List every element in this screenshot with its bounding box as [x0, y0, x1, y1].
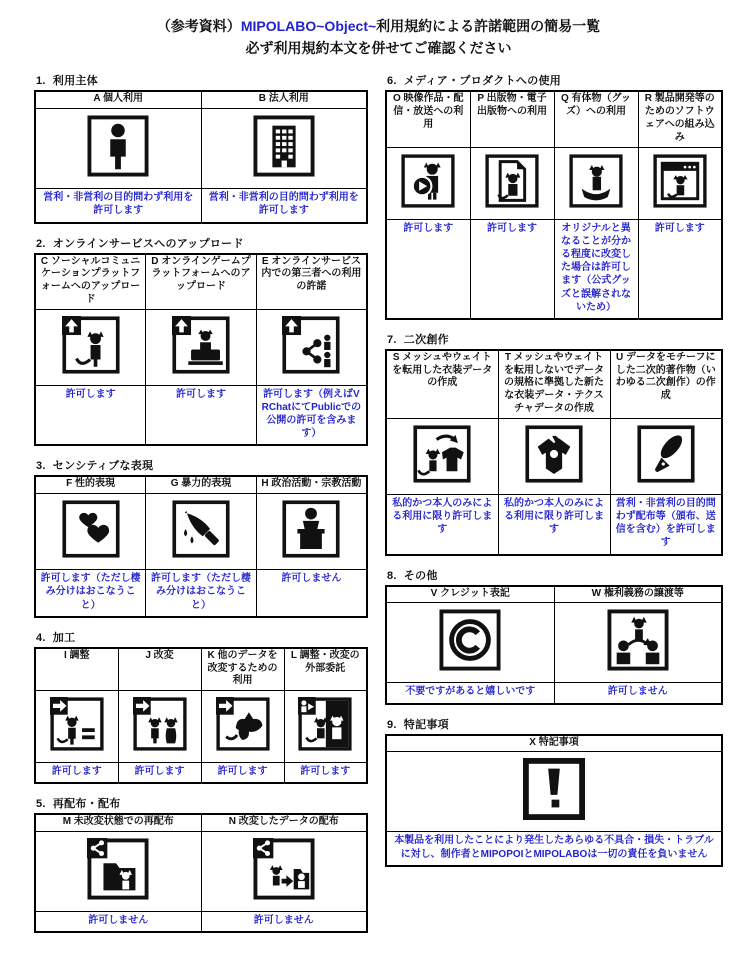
upload-game-icon [172, 316, 230, 374]
hearts-icon [62, 500, 120, 558]
section-title: センシティブな表現 [52, 460, 154, 473]
cell-result: 許可しません [35, 912, 201, 933]
building-icon [253, 115, 315, 177]
section-title: その他 [403, 569, 438, 582]
permission-table [34, 475, 368, 617]
cell-result: 許可します [386, 219, 470, 319]
share-modified-icon [253, 838, 315, 900]
section-5 [34, 795, 368, 933]
cell-result: オリジナルと異なることが分かる程度に改変した場合は許可します（公式グッズと誤解されないため） [554, 219, 638, 319]
icon-cell [256, 494, 367, 570]
icon-cell [256, 309, 367, 385]
upload-share-icon [282, 316, 340, 374]
section-number: 4. [36, 631, 46, 644]
section-number: 5. [36, 798, 46, 811]
cell-result: 許可します [470, 219, 554, 319]
icon-cell [498, 418, 610, 494]
section-number: 2. [36, 237, 46, 250]
cell-result: 私的かつ本人のみによる利用に限り許可します [498, 494, 610, 554]
icon-cell [386, 603, 554, 683]
cell-label: W 権利義務の譲渡等 [554, 586, 722, 603]
cell-result: 営利・非営利の目的問わず利用を許可します [201, 189, 367, 223]
cell-result: 不要ですがあると嬉しいです [386, 683, 554, 704]
permission-table [385, 585, 723, 705]
cell-label: D オンラインゲームプラットフォームへのアップロード [146, 254, 257, 310]
permission-table [34, 90, 368, 223]
title-line-2: 必ず利用規約本文を併せてご確認ください [245, 39, 512, 56]
section-heading [36, 72, 368, 88]
icon-cell [386, 147, 470, 219]
section-heading [36, 795, 368, 811]
icon-cell [284, 691, 367, 763]
right-column [385, 72, 723, 877]
cell-result: 本製品を利用したことにより発生したあらゆる不具合・損失・トラブルに対し、制作者とMIPOPOIとMIPOLABOは一切の責任を負いません [386, 832, 722, 866]
permission-table [34, 813, 368, 933]
cell-result: 許可します [35, 385, 146, 445]
cell-result: 許可します（ただし棲み分けはおこなうこと） [146, 570, 257, 617]
cell-result: 許可します（ただし棲み分けはおこなうこと） [35, 570, 146, 617]
section-8 [385, 567, 723, 705]
cell-label: E オンラインサービス内での第三者への利用の許諾 [256, 254, 367, 310]
icon-cell [35, 494, 146, 570]
cell-result: 許可します [118, 763, 201, 784]
cell-label: X 特記事項 [386, 735, 722, 752]
section-heading [387, 567, 723, 583]
icon-cell [118, 691, 201, 763]
section-6 [385, 72, 723, 320]
section-number: 9. [387, 718, 397, 731]
permission-table [385, 734, 723, 867]
section-2 [34, 235, 368, 447]
left-column [34, 72, 368, 944]
section-number: 1. [36, 75, 46, 88]
person-icon [87, 115, 149, 177]
icon-cell [554, 147, 638, 219]
modify-other-icon [216, 697, 270, 751]
video-cat-icon [401, 154, 455, 208]
section-heading [36, 457, 368, 473]
pen-icon [637, 425, 695, 483]
section-1 [34, 72, 368, 223]
icon-cell [610, 418, 722, 494]
icon-cell [201, 832, 367, 912]
cell-result: 許可します [201, 763, 284, 784]
icon-cell [638, 147, 722, 219]
section-9 [385, 716, 723, 867]
title-suffix: 利用規約による許諾範囲の簡易一覧 [376, 18, 601, 34]
cell-label: G 暴力的表現 [146, 476, 257, 493]
cell-label: U データをモチーフにした二次的著作物（いわゆる二次創作）の作成 [610, 350, 722, 418]
transfer-icon [607, 609, 669, 671]
section-heading [36, 235, 368, 251]
adjust-equal-icon [50, 697, 104, 751]
cell-result: 営利・非営利の目的問わず配布等（頒布、送信を含む）を許可します [610, 494, 722, 554]
section-number: 3. [36, 460, 46, 473]
icon-cell [146, 494, 257, 570]
section-number: 8. [387, 569, 397, 582]
cell-label: C ソーシャルコミュニケーションプラットフォームへのアップロード [35, 254, 146, 310]
goods-figure-icon [569, 154, 623, 208]
cell-label: T メッシュやウェイトを転用しないでデータの規格に準拠した新たな衣装データ・テクスチャデータの作成 [498, 350, 610, 418]
page-title [34, 16, 723, 59]
cell-label: L 調整・改変の外部委託 [284, 648, 367, 691]
knife-icon [172, 500, 230, 558]
cell-result: 許可しません [256, 570, 367, 617]
cell-label: R 製品開発等のためのソフトウェアへの組み込み [638, 91, 722, 147]
cell-label: B 法人利用 [201, 91, 367, 108]
section-3 [34, 457, 368, 617]
cell-result: 許可します [284, 763, 367, 784]
cell-result: 私的かつ本人のみによる利用に限り許可します [386, 494, 498, 554]
section-4 [34, 629, 368, 785]
icon-cell [470, 147, 554, 219]
section-number: 7. [387, 333, 397, 346]
cell-label: K 他のデータを改変するための利用 [201, 648, 284, 691]
icon-cell [201, 691, 284, 763]
costume-new-icon [525, 425, 583, 483]
permission-table [385, 90, 723, 320]
section-heading [36, 629, 368, 645]
cell-result: 許可します [146, 385, 257, 445]
section-heading [387, 716, 723, 732]
outsource-icon [298, 697, 352, 751]
permission-table [34, 647, 368, 785]
cell-result: 許可します（例えばVRChatにてPublicでの公開の許可を含みます） [256, 385, 367, 445]
section-heading [387, 331, 723, 347]
icon-cell [201, 109, 367, 189]
cell-label: A 個人利用 [35, 91, 201, 108]
cell-label: S メッシュやウェイトを転用した衣装データの作成 [386, 350, 498, 418]
copyright-icon [439, 609, 501, 671]
section-heading [387, 72, 723, 88]
section-title: 二次創作 [403, 333, 449, 346]
section-title: 加工 [52, 631, 76, 644]
cell-label: Q 有体物（グッズ）への利用 [554, 91, 638, 147]
icon-cell [35, 309, 146, 385]
publication-cat-icon [485, 154, 539, 208]
section-7 [385, 331, 723, 556]
title-prefix: （参考資料） [156, 18, 241, 34]
cell-label: N 改変したデータの配布 [201, 814, 367, 831]
cell-result: 営利・非営利の目的問わず利用を許可します [35, 189, 201, 223]
costume-reuse-icon [413, 425, 471, 483]
icon-cell [35, 832, 201, 912]
icon-cell [386, 418, 498, 494]
cell-label: F 性的表現 [35, 476, 146, 493]
title-brand: MIPOLABO~Object~ [240, 18, 377, 34]
permission-table [385, 349, 723, 556]
modify-cats-icon [133, 697, 187, 751]
title-line-1 [34, 16, 723, 38]
cell-result: 許可します [35, 763, 118, 784]
icon-cell [146, 309, 257, 385]
section-title: オンラインサービスへのアップロード [52, 237, 244, 250]
cell-label: M 未改変状態での再配布 [35, 814, 201, 831]
icon-cell [386, 752, 722, 832]
cell-result: 許可しません [554, 683, 722, 704]
section-title: 特記事項 [403, 718, 449, 731]
cell-result: 許可しません [201, 912, 367, 933]
cell-label: O 映像作品・配信・放送への利用 [386, 91, 470, 147]
share-folder-icon [87, 838, 149, 900]
upload-cat-icon [62, 316, 120, 374]
section-title: 利用主体 [52, 75, 98, 88]
software-window-icon [653, 154, 707, 208]
cell-result: 許可します [638, 219, 722, 319]
cell-label: I 調整 [35, 648, 118, 691]
section-title: メディア・プロダクトへの使用 [403, 75, 562, 88]
icon-cell [35, 109, 201, 189]
cell-label: P 出版物・電子出版物への利用 [470, 91, 554, 147]
section-title: 再配布・配布 [52, 798, 121, 811]
cell-label: J 改変 [118, 648, 201, 691]
cell-label: H 政治活動・宗教活動 [256, 476, 367, 493]
section-number: 6. [387, 75, 397, 88]
cell-label: V クレジット表記 [386, 586, 554, 603]
exclamation-icon [523, 758, 585, 820]
podium-icon [282, 500, 340, 558]
permission-table [34, 253, 368, 447]
icon-cell [35, 691, 118, 763]
icon-cell [554, 603, 722, 683]
two-column-layout [34, 72, 723, 944]
